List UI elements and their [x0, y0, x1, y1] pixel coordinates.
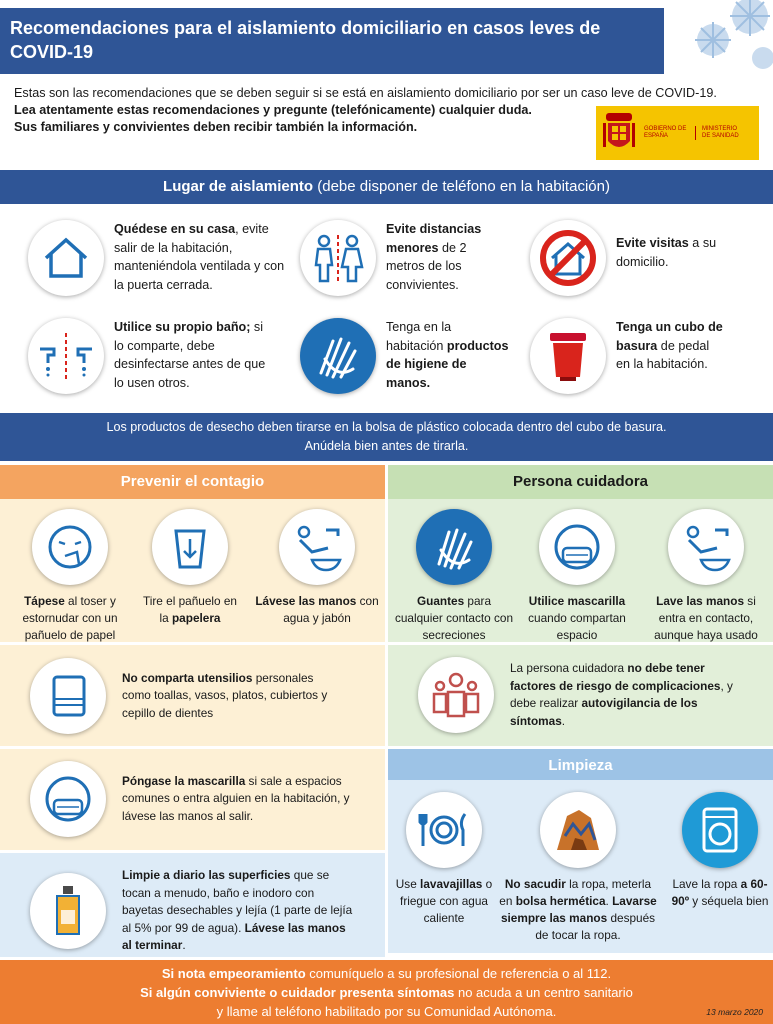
hand-hygiene-icon — [300, 318, 376, 394]
house-icon — [28, 220, 104, 296]
carer-heading: Persona cuidadora — [388, 465, 773, 499]
bathroom-sinks-icon — [28, 318, 104, 394]
cleaning-dishes: Use lavavajillas o friegue con agua caliente — [392, 792, 496, 927]
title-bar — [0, 8, 664, 74]
carer-mask-icon — [539, 509, 615, 585]
carer-column — [388, 465, 773, 953]
coat-of-arms-icon — [602, 111, 636, 155]
cleaning-heading: Limpieza — [388, 746, 773, 780]
carer-gloves: Guantes para cualquier contacto con secreciones — [394, 509, 514, 644]
isolation-panel — [0, 204, 773, 412]
carer-risk: La persona cuidadora no debe tener factores de riesgo de complicaciones, y debe realizar autovigilancia de los síntomas. — [418, 657, 746, 733]
prevent-utensils-panel — [0, 642, 385, 746]
page-title: Recomendaciones para el aislamiento domiciliario en casos leves de COVID-19 — [10, 18, 601, 62]
isolation-item-bathroom: Utilice su propio baño; si lo comparte, debe desinfectarse antes de que lo usen otros. — [28, 318, 274, 394]
carer-mask: Utilice mascarilla cuando compartan espacio — [518, 509, 636, 644]
publication-date: 13 marzo 2020 — [706, 1007, 763, 1017]
isolation-item-pedal-bin: Tenga un cubo de basura de pedal en la habitación. — [530, 318, 726, 394]
intro-line-3: Sus familiares y convivientes deben recibir también la información. — [14, 120, 418, 134]
warning-footer: Si nota empeoramiento comuníquelo a su profesional de referencia o al 112. Si algún conviviente o cuidador presenta síntomas no acuda a un centro sanitario y llame al teléfono habilitado por su Comunidad Autónoma. 13 marzo 2020 — [0, 960, 773, 1024]
carer-wash-icon — [668, 509, 744, 585]
pedal-bin-icon — [530, 318, 606, 394]
towels-icon — [30, 658, 106, 734]
government-logo — [596, 106, 759, 160]
no-visits-icon — [530, 220, 606, 296]
intro-line-1: Estas son las recomendaciones que se deben seguir si se está en aislamiento domiciliario por ser un caso leve de COVID-19. — [14, 86, 717, 100]
laundry-bag-icon — [540, 792, 616, 868]
isolation-item-stay-home: Quédese en su casa, evite salir de la habitación, manteniéndola ventilada y con la puerta cerrada. — [28, 220, 289, 296]
trash-bin-icon — [152, 509, 228, 585]
prevent-tri-panel — [0, 499, 385, 642]
logo-ministry-text: MINISTERIO DE SANIDAD — [695, 126, 745, 140]
carer-wash: Lave las manos si entra en contacto, aunque haya usado — [642, 509, 770, 661]
isolation-item-distance: Evite distancias menores de 2 metros de los convivientes. — [300, 220, 506, 296]
virus-icon — [668, 0, 773, 74]
prevent-wash: Lávese las manos con agua y jabón — [252, 509, 382, 627]
prevent-cough: Tápese al toser y estornudar con un pañuelo de papel — [8, 509, 132, 644]
bleach-bottle-icon — [30, 873, 106, 949]
cleaning-panel — [388, 780, 773, 953]
risk-group-icon — [418, 657, 494, 733]
isolation-heading: Lugar de aislamiento (debe disponer de teléfono en la habitación) — [0, 170, 773, 204]
wash-hands-icon — [279, 509, 355, 585]
isolation-item-hand-hygiene: Tenga en la habitación productos de higiene de manos. — [300, 318, 511, 394]
prevent-clean: Limpie a diario las superficies que se tocan a menudo, baño e inodoro con bayetas desechables y lejía (1 parte de lejía al 5% por 99 de agua). Lávese las manos al terminar. — [30, 867, 356, 955]
waste-note: Los productos de desecho deben tirarse en la bolsa de plástico colocada dentro del cubo de basura. Anúdela bien antes de tirarla. — [0, 413, 773, 461]
prevent-bin: Tire el pañuelo en la papelera — [138, 509, 242, 627]
logo-government-text: GOBIERNO DE ESPAÑA — [644, 126, 687, 139]
carer-risk-panel — [388, 642, 773, 746]
isolation-item-no-visits: Evite visitas a su domicilio. — [530, 220, 726, 296]
intro-line-2: Lea atentamente estas recomendaciones y pregunte (telefónicamente) cualquier duda. — [14, 103, 532, 117]
prevent-clean-panel — [0, 850, 385, 957]
face-mask-icon — [30, 761, 106, 837]
prevent-mask-panel — [0, 746, 385, 850]
prevent-column — [0, 465, 385, 957]
washing-machine-icon — [682, 792, 758, 868]
gloves-icon — [416, 509, 492, 585]
prevent-utensils: No comparta utensilios personales como toallas, vasos, platos, cubiertos y cepillo de dientes — [30, 658, 332, 734]
people-distance-icon — [300, 220, 376, 296]
carer-tri-panel — [388, 499, 773, 642]
prevent-heading: Prevenir el contagio — [0, 465, 385, 499]
dishes-icon — [406, 792, 482, 868]
cleaning-washer: Lave la ropa a 60-90º y séquela bien — [668, 792, 772, 910]
cough-elbow-icon — [32, 509, 108, 585]
cleaning-laundry: No sacudir la ropa, meterla en bolsa hermética. Lavarse siempre las manos después de tocar la ropa. — [498, 792, 658, 944]
prevent-mask: Póngase la mascarilla si sale a espacios comunes o entra alguien en la habitación, y lávese las manos al salir. — [30, 761, 352, 837]
